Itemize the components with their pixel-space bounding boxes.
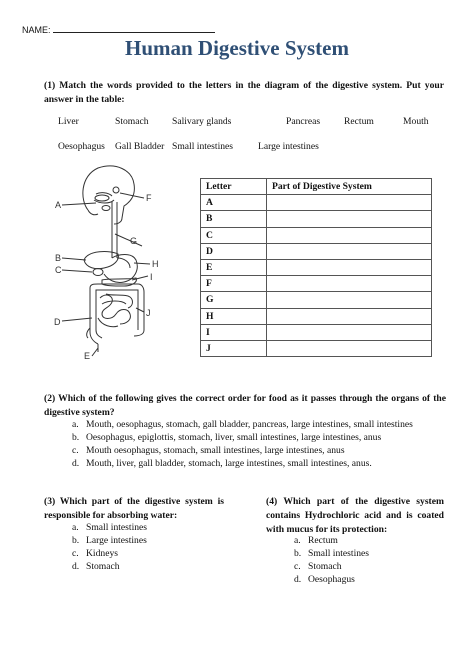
row-letter: H [201,308,267,324]
diagram-label-b: B [55,253,62,263]
answer-cell[interactable] [267,227,432,243]
row-letter: B [201,211,267,227]
option-item[interactable] [72,534,222,547]
word-item: Pancreas [286,116,321,127]
option-item[interactable] [294,573,444,586]
option-key: d. [294,574,302,585]
option-text: Stomach [86,561,120,572]
table-row [201,195,432,211]
option-text: Mouth oesophagus, stomach, small intestines, large intestines, anus [86,445,345,456]
word-item: Gall Bladder [115,141,165,152]
option-item[interactable] [72,431,444,444]
name-line[interactable] [53,24,215,33]
digestive-system-diagram [40,162,180,362]
option-text: Oesophagus, epiglottis, stomach, liver, small intestines, large intestines, anus [86,432,382,443]
option-text: Large intestines [86,535,147,546]
table-row [201,276,432,292]
diagram-label-g: G [130,236,138,246]
row-letter: D [201,243,267,259]
table-row [201,292,432,308]
option-key: b. [72,535,80,546]
option-text: Stomach [308,561,342,572]
question-4: (4) Which part of the digestive system contains Hydrochloric acid and is coated with mucus for its protection: [266,496,444,535]
word-item: Rectum [344,116,374,127]
option-key: d. [72,458,80,469]
answer-cell[interactable] [267,324,432,340]
column-header-letter: Letter [201,179,267,195]
option-item[interactable] [294,534,444,547]
answer-table [200,178,432,357]
word-item: Liver [58,116,79,127]
row-letter: J [201,340,267,356]
option-text: Small intestines [86,522,148,533]
page-title: Human Digestive System [125,36,349,60]
option-text: Mouth, liver, gall bladder, stomach, large intestines, small intestines, anus. [86,458,372,469]
answer-cell[interactable] [267,340,432,356]
diagram-label-j: J [146,308,151,318]
diagram-label-f: F [146,193,152,203]
row-letter: C [201,227,267,243]
row-letter: F [201,276,267,292]
diagram-label-d: D [54,317,61,327]
answer-cell[interactable] [267,195,432,211]
name-label: NAME: [22,25,51,35]
word-item: Salivary glands [172,116,232,127]
name-field[interactable] [22,24,215,35]
question-3: (3) Which part of the digestive system is responsible for absorbing water: [44,496,224,521]
answer-cell[interactable] [267,243,432,259]
option-text: Mouth, oesophagus, stomach, gall bladder, pancreas, large intestines, small intestines [86,419,413,430]
table-header-row [201,179,432,195]
word-item: Mouth [403,116,429,127]
option-text: Small intestines [308,548,370,559]
option-key: b. [294,548,302,559]
word-item: Oesophagus [58,141,105,152]
word-item: Large intestines [258,141,319,152]
table-row [201,308,432,324]
diagram-label-a: A [55,200,62,210]
row-letter: G [201,292,267,308]
diagram-label-e: E [84,351,91,361]
option-key: a. [72,419,79,430]
row-letter: A [201,195,267,211]
option-item[interactable] [72,521,222,534]
diagram-label-c: C [55,265,62,275]
answer-cell[interactable] [267,308,432,324]
option-item[interactable] [72,418,444,431]
table-row [201,340,432,356]
question-2: (2) Which of the following gives the correct order for food as it passes through the organs of the digestive system? [44,393,446,418]
option-item[interactable] [72,547,222,560]
option-text: Oesophagus [308,574,355,585]
word-item: Stomach [115,116,149,127]
row-letter: I [201,324,267,340]
diagram-label-i: I [150,272,153,282]
option-key: c. [72,445,79,456]
answer-cell[interactable] [267,292,432,308]
option-key: b. [72,432,80,443]
option-item[interactable] [294,547,444,560]
word-item: Small intestines [172,141,234,152]
row-letter: E [201,259,267,275]
option-item[interactable] [294,560,444,573]
question-2-options [72,418,444,470]
table-row [201,259,432,275]
question-1: (1) Match the words provided to the letters in the diagram of the digestive system. Put your answer in the table: [44,80,444,105]
diagram-label-h: H [152,259,159,269]
option-item[interactable] [72,457,444,470]
option-key: c. [72,548,79,559]
answer-cell[interactable] [267,211,432,227]
table-row [201,324,432,340]
option-text: Rectum [308,535,338,546]
table-row [201,243,432,259]
answer-cell[interactable] [267,276,432,292]
option-key: c. [294,561,301,572]
question-4-options [294,534,444,586]
answer-cell[interactable] [267,259,432,275]
question-3-options [72,521,222,573]
table-row [201,211,432,227]
table-row [201,227,432,243]
option-item[interactable] [72,444,444,457]
option-key: a. [294,535,301,546]
option-key: a. [72,522,79,533]
option-key: d. [72,561,80,572]
option-item[interactable] [72,560,222,573]
option-text: Kidneys [86,548,118,559]
column-header-part: Part of Digestive System [267,179,432,195]
